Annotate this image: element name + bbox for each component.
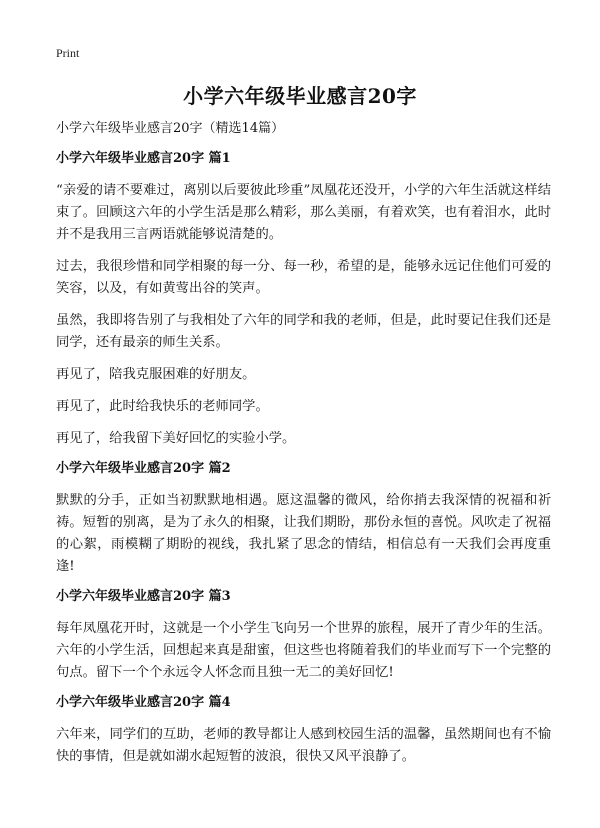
section-2	[56, 460, 551, 578]
paragraph: 再见了，陪我克服困难的好朋友。	[56, 367, 256, 382]
paragraph: 过去，我很珍惜和同学相聚的每一分、每一秒，希望的是，能够永远记住他们可爱的笑容，以及，有如黄莺出谷的笑声。	[56, 259, 551, 296]
section-heading: 小学六年级毕业感言20字 篇1	[56, 151, 231, 166]
section-heading: 小学六年级毕业感言20字 篇2	[56, 461, 231, 476]
paragraph: 虽然，我即将告别了与我相处了六年的同学和我的老师，但是，此时要记住我们还是同学，还有最亲的师生关系。	[56, 313, 551, 350]
section-4	[56, 694, 551, 768]
section-3	[56, 588, 551, 684]
section-heading: 小学六年级毕业感言20字 篇4	[56, 695, 231, 710]
article-subtitle: 小学六年级毕业感言20字（精选14篇）	[56, 121, 285, 136]
section-heading: 小学六年级毕业感言20字 篇3	[56, 589, 231, 604]
paragraph: 每年凤凰花开时，这就是一个小学生飞向另一个世界的旅程，展开了青少年的生活。六年的小学生活，回想起来真是甜蜜，但这些也将随着我们的毕业而写下一个完整的句点。留下一个个永远令人怀念而且独一无二的美好回忆!	[56, 621, 551, 680]
paragraph: 再见了，给我留下美好回忆的实验小学。	[56, 431, 296, 446]
article-body	[56, 120, 551, 778]
paragraph: 再见了，此时给我快乐的老师同学。	[56, 399, 269, 414]
paragraph: “亲爱的请不要难过，离别以后要彼此珍重”凤凰花还没开，小学的六年生活就这样结束了。回顾这六年的小学生活是那么精彩，那么美丽，有着欢笑，也有着泪水，此时并不是我用三言两语就能够说清楚的。	[56, 183, 551, 242]
section-1	[56, 150, 551, 450]
print-link[interactable]: Print	[56, 46, 80, 60]
paragraph: 六年来，同学们的互助，老师的教导都让人感到校园生活的温馨，虽然期间也有不愉快的事情，但是就如湖水起短暂的波浪，很快又风平浪静了。	[56, 727, 551, 764]
page-title: 小学六年级毕业感言20字	[183, 84, 417, 108]
paragraph: 默默的分手，正如当初默默地相遇。愿这温馨的微风，给你捎去我深情的祝福和祈祷。短暂的别离，是为了永久的相聚，让我们期盼，那份永恒的喜悦。风吹走了祝福的心絮，雨模糊了期盼的视线，我扎紧了思念的情结，相信总有一天我们会再度重逢!	[56, 493, 551, 574]
